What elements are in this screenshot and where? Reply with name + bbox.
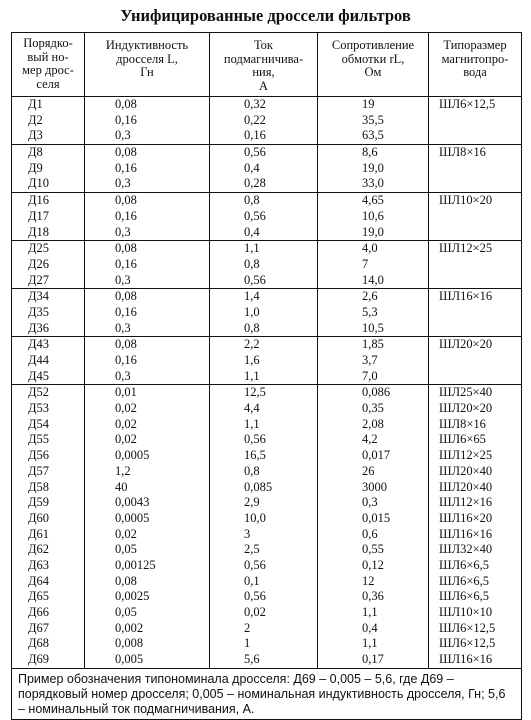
cell-inductance: 0,0005 (84, 448, 209, 464)
cell-core-size (428, 128, 521, 144)
cell-core-size: ШЛ6×12,5 (428, 636, 521, 652)
cell-number: Д8 (28, 145, 43, 160)
header-current (209, 33, 317, 96)
cell-core-size: ШЛ6×12,5 (428, 621, 521, 637)
cell-inductance: 0,008 (84, 636, 209, 652)
table-row (12, 289, 521, 305)
cell-inductance: 0,01 (84, 385, 209, 401)
cell-inductance: 0,08 (84, 289, 209, 305)
cell-resistance: 0,3 (317, 495, 428, 511)
table-body (12, 97, 521, 669)
cell-resistance: 26 (317, 464, 428, 480)
cell-core-size (428, 353, 521, 369)
cell-current: 0,56 (209, 209, 317, 225)
cell-current: 10,0 (209, 511, 317, 527)
cell-core-size: ШЛ16×16 (428, 527, 521, 543)
cell-core-size: ШЛ16×20 (428, 511, 521, 527)
table-row (12, 621, 521, 637)
header-resistance-line: обмотки rL, (341, 51, 405, 66)
cell-inductance: 0,08 (84, 193, 209, 209)
cell-resistance: 33,0 (317, 176, 428, 192)
table-row (12, 589, 521, 605)
cell-current: 0,22 (209, 113, 317, 129)
cell-current: 1,4 (209, 289, 317, 305)
cell-core-size (428, 161, 521, 177)
cell-inductance: 0,08 (84, 241, 209, 257)
cell-resistance: 4,0 (317, 241, 428, 257)
cell-core-size (428, 113, 521, 129)
cell-current: 0,085 (209, 480, 317, 496)
header-inductance-line: Гн (140, 65, 154, 79)
cell-inductance: 0,0043 (84, 495, 209, 511)
table-row (12, 321, 521, 337)
cell-inductance: 0,08 (84, 337, 209, 353)
table-group (12, 289, 521, 337)
cell-current: 0,8 (209, 193, 317, 209)
cell-number: Д67 (28, 620, 50, 635)
table-row (12, 337, 521, 353)
cell-number: Д65 (28, 589, 50, 604)
cell-inductance: 0,0005 (84, 511, 209, 527)
cell-core-size (428, 225, 521, 241)
cell-resistance: 0,015 (317, 511, 428, 527)
table-row (12, 464, 521, 480)
table-row (12, 385, 521, 401)
cell-number: Д3 (28, 128, 43, 143)
cell-core-size: ШЛ32×40 (428, 542, 521, 558)
header-number-line: Порядко- (23, 36, 73, 50)
header-number-line: селя (36, 76, 60, 91)
cell-inductance: 0,16 (84, 161, 209, 177)
cell-core-size (428, 176, 521, 192)
cell-inductance: 0,02 (84, 527, 209, 543)
table-group (12, 97, 521, 145)
cell-resistance: 14,0 (317, 273, 428, 289)
cell-number: Д52 (28, 385, 50, 400)
header-inductance-line: дросселя L, (116, 51, 178, 66)
cell-current: 0,28 (209, 176, 317, 192)
filter-chokes-table (11, 32, 522, 720)
cell-number: Д60 (28, 510, 50, 525)
table-group (12, 241, 521, 289)
cell-inductance: 0,02 (84, 432, 209, 448)
cell-core-size: ШЛ12×25 (428, 241, 521, 257)
cell-current: 0,1 (209, 574, 317, 590)
table-row (12, 193, 521, 209)
cell-core-size (428, 369, 521, 385)
cell-resistance: 2,6 (317, 289, 428, 305)
cell-inductance: 0,02 (84, 401, 209, 417)
table-row (12, 417, 521, 433)
table-row (12, 225, 521, 241)
cell-resistance: 8,6 (317, 145, 428, 161)
cell-current: 0,56 (209, 589, 317, 605)
cell-core-size: ШЛ16×16 (428, 289, 521, 305)
cell-number: Д62 (28, 542, 50, 557)
table-row (12, 605, 521, 621)
table-row (12, 128, 521, 144)
cell-number: Д36 (28, 320, 50, 335)
table-group (12, 337, 521, 385)
cell-number: Д2 (28, 112, 43, 127)
cell-core-size: ШЛ6×6,5 (428, 574, 521, 590)
cell-resistance: 19,0 (317, 225, 428, 241)
cell-core-size: ШЛ10×20 (428, 193, 521, 209)
cell-current: 0,56 (209, 273, 317, 289)
cell-number: Д68 (28, 636, 50, 651)
cell-current: 0,16 (209, 128, 317, 144)
table-row (12, 527, 521, 543)
cell-current: 16,5 (209, 448, 317, 464)
table-row (12, 305, 521, 321)
cell-inductance: 0,0025 (84, 589, 209, 605)
table-row (12, 495, 521, 511)
cell-current: 1,0 (209, 305, 317, 321)
cell-number: Д34 (28, 289, 50, 304)
cell-resistance: 0,35 (317, 401, 428, 417)
cell-current: 2 (209, 621, 317, 637)
cell-core-size: ШЛ6×6,5 (428, 558, 521, 574)
cell-core-size: ШЛ20×20 (428, 337, 521, 353)
cell-core-size: ШЛ25×40 (428, 385, 521, 401)
cell-resistance: 63,5 (317, 128, 428, 144)
table-title: Унифицированные дроссели фильтров (120, 6, 411, 25)
cell-inductance: 0,08 (84, 145, 209, 161)
cell-inductance: 0,3 (84, 273, 209, 289)
cell-resistance: 0,4 (317, 621, 428, 637)
cell-number: Д57 (28, 463, 50, 478)
cell-inductance: 0,002 (84, 621, 209, 637)
cell-current: 0,56 (209, 145, 317, 161)
cell-resistance: 4,65 (317, 193, 428, 209)
cell-current: 2,5 (209, 542, 317, 558)
cell-resistance: 2,08 (317, 417, 428, 433)
cell-current: 5,6 (209, 652, 317, 668)
cell-current: 0,8 (209, 321, 317, 337)
cell-number: Д54 (28, 416, 50, 431)
header-current-line: ния, (252, 65, 275, 79)
cell-number: Д64 (28, 573, 50, 588)
header-resistance (317, 33, 428, 96)
cell-number: Д1 (28, 97, 43, 111)
cell-core-size (428, 321, 521, 337)
cell-resistance: 0,086 (317, 385, 428, 401)
cell-inductance: 0,05 (84, 605, 209, 621)
cell-resistance: 0,6 (317, 527, 428, 543)
cell-number: Д35 (28, 304, 50, 319)
table-row (12, 209, 521, 225)
table-row (12, 574, 521, 590)
cell-inductance: 0,08 (84, 574, 209, 590)
cell-inductance: 0,3 (84, 225, 209, 241)
cell-number: Д69 (28, 652, 50, 667)
cell-core-size (428, 273, 521, 289)
cell-current: 2,9 (209, 495, 317, 511)
cell-current: 2,2 (209, 337, 317, 353)
cell-core-size: ШЛ8×16 (428, 145, 521, 161)
cell-number: Д26 (28, 256, 50, 271)
cell-current: 1,1 (209, 369, 317, 385)
cell-core-size: ШЛ6×6,5 (428, 589, 521, 605)
cell-number: Д53 (28, 401, 50, 416)
table-row (12, 401, 521, 417)
header-core-line: вода (463, 65, 487, 79)
cell-resistance: 0,17 (317, 652, 428, 668)
header-current-line: подмагничива- (223, 51, 304, 66)
cell-current: 0,4 (209, 225, 317, 241)
cell-core-size: ШЛ8×16 (428, 417, 521, 433)
cell-core-size (428, 257, 521, 273)
cell-resistance: 1,1 (317, 636, 428, 652)
cell-core-size: ШЛ16×16 (428, 652, 521, 668)
cell-current: 1,1 (209, 241, 317, 257)
cell-number: Д61 (28, 526, 50, 541)
cell-number: Д66 (28, 605, 50, 619)
cell-inductance: 0,16 (84, 209, 209, 225)
cell-inductance: 0,16 (84, 353, 209, 369)
cell-current: 0,4 (209, 161, 317, 177)
cell-number: Д16 (28, 193, 50, 208)
cell-number: Д55 (28, 432, 50, 447)
cell-core-size (428, 305, 521, 321)
table-row (12, 273, 521, 289)
cell-resistance: 19 (317, 97, 428, 113)
cell-number: Д18 (28, 224, 50, 239)
cell-resistance: 35,5 (317, 113, 428, 129)
cell-inductance: 0,02 (84, 417, 209, 433)
cell-resistance: 7 (317, 257, 428, 273)
cell-resistance: 1,85 (317, 337, 428, 353)
cell-current: 4,4 (209, 401, 317, 417)
cell-core-size: ШЛ12×25 (428, 448, 521, 464)
table-row (12, 257, 521, 273)
cell-core-size: ШЛ6×65 (428, 432, 521, 448)
cell-inductance: 0,005 (84, 652, 209, 668)
table-header (12, 33, 521, 97)
header-number (12, 33, 84, 96)
table-row (12, 480, 521, 496)
cell-inductance: 0,08 (84, 97, 209, 113)
cell-current: 0,56 (209, 432, 317, 448)
header-core-line: магнитопро- (441, 51, 509, 66)
cell-resistance: 19,0 (317, 161, 428, 177)
cell-number: Д27 (28, 272, 50, 287)
cell-core-size (428, 209, 521, 225)
cell-core-size: ШЛ10×10 (428, 605, 521, 621)
table-group (12, 385, 521, 668)
cell-resistance: 3000 (317, 480, 428, 496)
cell-current: 1,6 (209, 353, 317, 369)
cell-resistance: 1,1 (317, 605, 428, 621)
cell-inductance: 0,3 (84, 369, 209, 385)
cell-number: Д25 (28, 241, 50, 256)
table-row (12, 636, 521, 652)
cell-current: 0,32 (209, 97, 317, 113)
table-group (12, 193, 521, 241)
table-row (12, 161, 521, 177)
cell-resistance: 0,12 (317, 558, 428, 574)
table-row (12, 145, 521, 161)
table-row (12, 176, 521, 192)
cell-resistance: 0,017 (317, 448, 428, 464)
cell-current: 12,5 (209, 385, 317, 401)
cell-current: 1 (209, 636, 317, 652)
footnote: Пример обозначения типономинала дросселя: Д69 – 0,005 – 5,6, где Д69 – порядковый номер дросселя; 0,005 – номинальная индуктивность дросселя, Гн; 5,6 – номинальный ток подмагничивания, А. (18, 671, 506, 716)
table-row (12, 241, 521, 257)
table-row (12, 511, 521, 527)
cell-number: Д45 (28, 368, 50, 383)
cell-number: Д59 (28, 495, 50, 510)
header-resistance-line: Сопротивление (331, 38, 415, 52)
cell-current: 0,02 (209, 605, 317, 621)
cell-resistance: 10,6 (317, 209, 428, 225)
table-row (12, 448, 521, 464)
table-row (12, 542, 521, 558)
cell-current: 1,1 (209, 417, 317, 433)
cell-inductance: 0,16 (84, 305, 209, 321)
cell-resistance: 10,5 (317, 321, 428, 337)
cell-number: Д9 (28, 160, 43, 175)
cell-core-size: ШЛ6×12,5 (428, 97, 521, 113)
cell-inductance: 0,16 (84, 257, 209, 273)
cell-resistance: 3,7 (317, 353, 428, 369)
cell-core-size: ШЛ20×40 (428, 464, 521, 480)
cell-inductance: 0,16 (84, 113, 209, 129)
header-inductance-line: Индуктивность (105, 38, 189, 52)
cell-number: Д44 (28, 353, 50, 367)
table-row (12, 97, 521, 113)
cell-inductance: 0,05 (84, 542, 209, 558)
table-row (12, 113, 521, 129)
cell-resistance: 0,55 (317, 542, 428, 558)
cell-current: 0,8 (209, 257, 317, 273)
cell-core-size: ШЛ20×20 (428, 401, 521, 417)
header-inductance (84, 33, 209, 96)
header-core-size (428, 33, 521, 96)
cell-inductance: 40 (84, 480, 209, 496)
cell-number: Д56 (28, 448, 50, 463)
table-row (12, 558, 521, 574)
header-number-line: мер дрос- (22, 63, 74, 77)
table-group (12, 145, 521, 193)
header-current-line: Ток (253, 38, 274, 52)
cell-inductance: 0,00125 (84, 558, 209, 574)
cell-inductance: 1,2 (84, 464, 209, 480)
cell-inductance: 0,3 (84, 321, 209, 337)
cell-inductance: 0,3 (84, 176, 209, 192)
table-row (12, 652, 521, 668)
header-resistance-line: Ом (364, 65, 382, 79)
cell-core-size: ШЛ12×16 (428, 495, 521, 511)
cell-number: Д10 (28, 176, 50, 191)
header-core-line: Типоразмер (443, 38, 507, 52)
cell-number: Д58 (28, 479, 50, 494)
cell-core-size: ШЛ20×40 (428, 480, 521, 496)
cell-inductance: 0,3 (84, 128, 209, 144)
cell-current: 0,8 (209, 464, 317, 480)
cell-resistance: 0,36 (317, 589, 428, 605)
cell-resistance: 12 (317, 574, 428, 590)
cell-resistance: 4,2 (317, 432, 428, 448)
cell-current: 3 (209, 527, 317, 543)
header-number-line: вый но- (27, 49, 69, 64)
table-row (12, 353, 521, 369)
cell-resistance: 5,3 (317, 305, 428, 321)
cell-number: Д63 (28, 557, 50, 572)
cell-number: Д43 (28, 337, 50, 352)
table-row (12, 432, 521, 448)
cell-current: 0,56 (209, 558, 317, 574)
cell-resistance: 7,0 (317, 369, 428, 385)
header-current-line: А (258, 78, 269, 93)
cell-number: Д17 (28, 208, 50, 223)
table-row (12, 369, 521, 385)
